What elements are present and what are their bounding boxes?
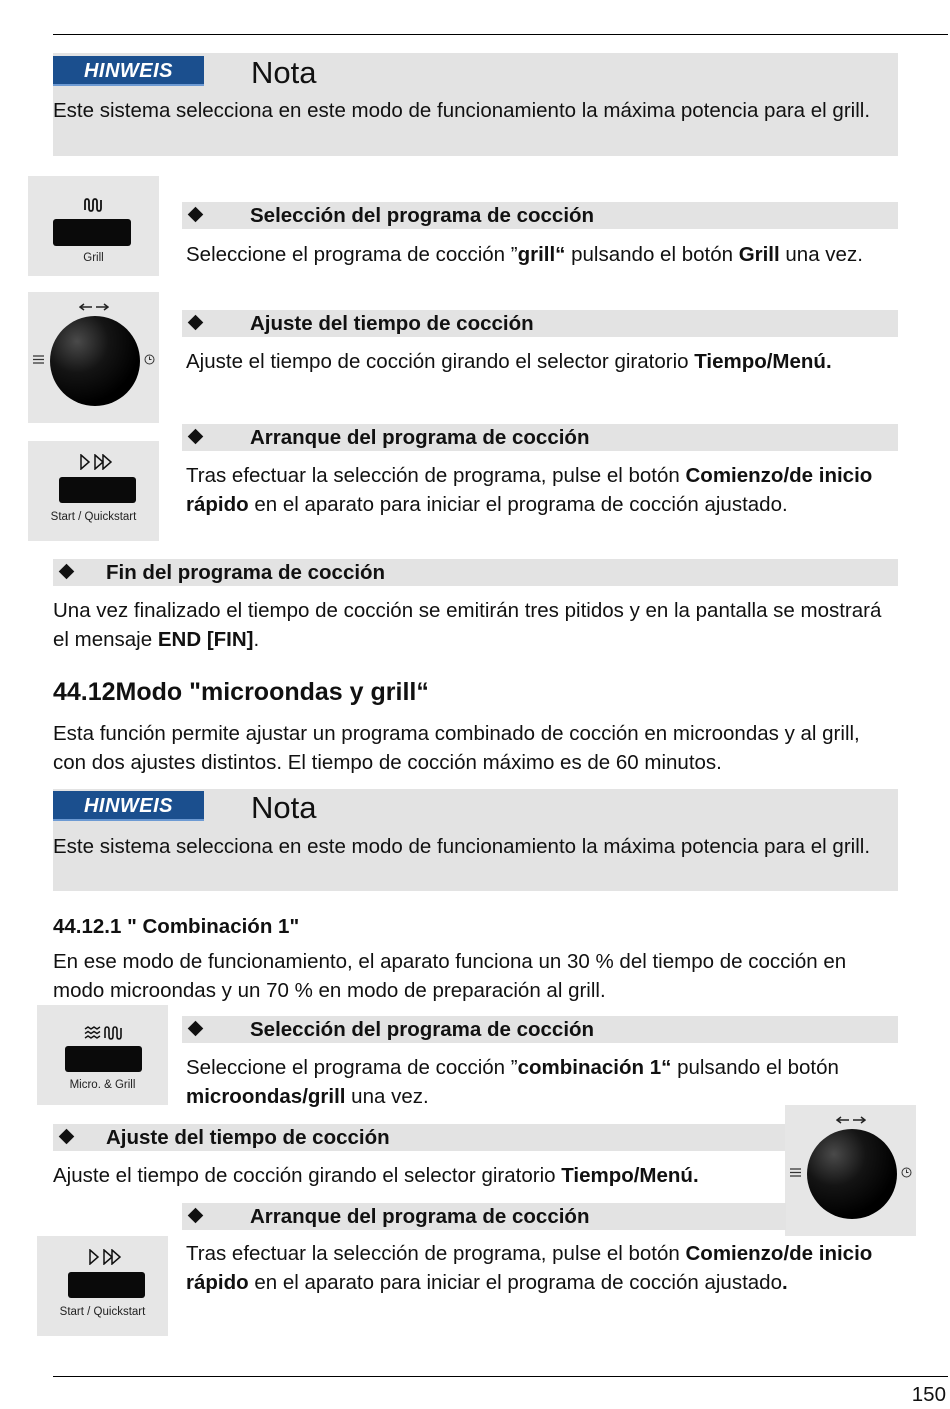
play-fast-forward-icons [79,454,117,470]
top-rule [53,34,948,35]
step-title: Selección del programa de cocción [250,204,595,227]
step-band [182,1203,786,1230]
step-band [182,424,898,451]
step-band [182,310,898,337]
play-fast-forward-icons [88,1249,126,1265]
step-title: Fin del programa de cocción [106,561,386,584]
microwave-icon [85,1027,100,1038]
start-button-panel [37,1236,168,1336]
time-menu-knob[interactable] [50,316,140,406]
step-title: Ajuste del tiempo de cocción [106,1126,390,1149]
step-text: Ajuste el tiempo de cocción girando el selector giratorio Tiempo/Menú. [53,1164,699,1187]
microwave-grill-icons [84,1026,122,1040]
note-text: Este sistema selecciona en este modo de funcionamiento la máxima potencia para el grill. [53,835,871,858]
step-title: Selección del programa de cocción [250,1018,595,1041]
bottom-rule [53,1376,948,1377]
note-box [53,789,898,891]
grill-icon [84,198,102,212]
micro-grill-button-panel [37,1005,168,1105]
menu-icon [790,1168,801,1177]
micro-grill-button-label: Micro. & Grill [69,1079,136,1091]
grill-icon [105,1027,121,1039]
diamond-bullet-icon [188,207,204,223]
note-title: Nota [251,55,317,90]
step-text: Seleccione el programa de cocción ”combinación 1“ pulsando el botón microondas/grill una vez. [186,1056,839,1108]
start-button-label: Start / Quickstart [50,511,137,523]
start-button-label: Start / Quickstart [59,1306,146,1318]
grill-button-label: Grill [83,252,104,264]
start-quickstart-button[interactable] [59,477,136,503]
start-button-panel [28,441,159,541]
step-title: Ajuste del tiempo de cocción [250,312,534,335]
step-title: Arranque del programa de cocción [250,426,590,449]
subsection-heading: 44.12.1 " Combinación 1" [53,915,300,938]
step-band [182,1016,898,1043]
diamond-bullet-icon [188,1021,204,1037]
diamond-bullet-icon [59,564,75,580]
step-text: Tras efectuar la selección de programa, pulse el botón Comienzo/de inicio rápido en el aparato para iniciar el programa de cocción ajustado. [186,1242,873,1294]
section-heading: 44.12Modo "microondas y grill“ [53,678,429,706]
diamond-bullet-icon [188,1208,204,1224]
note-box [53,53,898,156]
diamond-bullet-icon [59,1129,75,1145]
grill-button[interactable] [53,219,131,246]
diamond-bullet-icon [188,315,204,331]
step-text: Tras efectuar la selección de programa, pulse el botón Comienzo/de inicio rápido en el aparato para iniciar el programa de cocción ajustado. [186,464,873,516]
timer-icon [144,354,155,365]
diamond-bullet-icon [188,429,204,445]
subsection-intro: En ese modo de funcionamiento, el aparato funciona un 30 % del tiempo de cocción en modo microondas y un 70 % en modo de preparación al grill. [53,950,847,1002]
page-number: 150 [911,1383,946,1406]
step-text: Ajuste el tiempo de cocción girando el selector giratorio Tiempo/Menú. [186,350,832,373]
start-quickstart-button[interactable] [68,1272,145,1298]
note-title: Nota [251,790,317,825]
menu-icon [33,355,44,364]
step-band [53,559,898,586]
step-title: Arranque del programa de cocción [250,1205,590,1228]
timer-icon [901,1167,912,1178]
step-text: Una vez finalizado el tiempo de cocción se emitirán tres pitidos y en la pantalla se mostrará el mensaje END [FIN]. [53,599,882,651]
micro-grill-button[interactable] [65,1046,142,1072]
step-band [182,202,898,229]
step-band [53,1124,786,1151]
hinweis-badge: HINWEIS [53,56,204,86]
time-menu-knob[interactable] [807,1129,897,1219]
rotate-arrows-icon [79,303,109,311]
note-text: Este sistema selecciona en este modo de funcionamiento la máxima potencia para el grill. [53,99,871,122]
time-menu-knob-panel [785,1105,916,1236]
hinweis-badge: HINWEIS [53,791,204,821]
grill-button-panel [28,176,159,276]
time-menu-knob-panel [28,292,159,423]
section-intro: Esta función permite ajustar un programa combinado de cocción en microondas y al grill, con dos ajustes distintos. El tiempo de cocción máximo es de 60 minutos. [53,722,860,774]
rotate-arrows-icon [836,1116,866,1124]
step-text: Seleccione el programa de cocción ”grill“ pulsando el botón Grill una vez. [186,243,863,266]
